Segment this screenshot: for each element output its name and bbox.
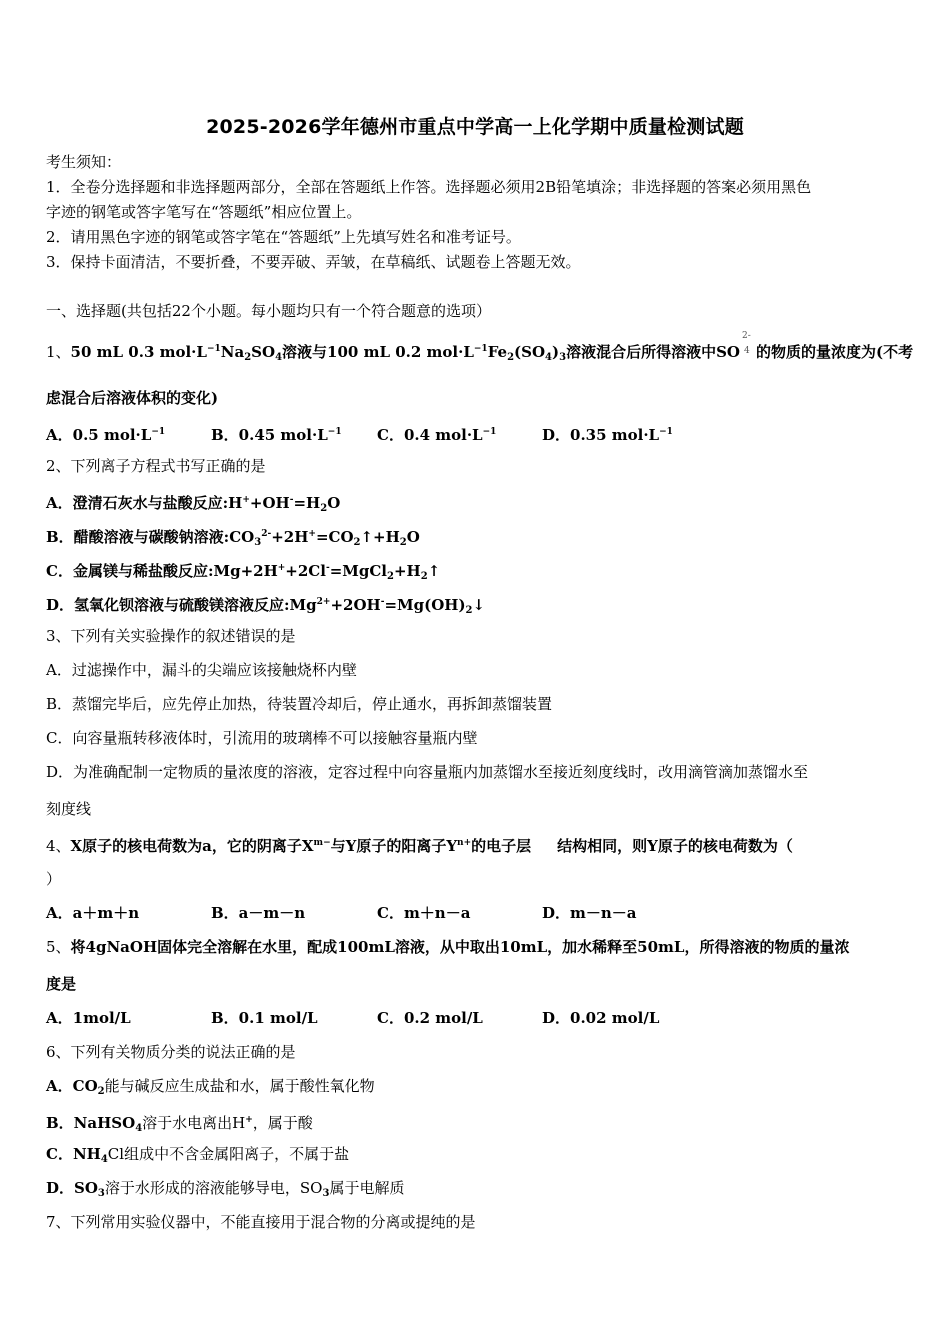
notice-item-2: 2．请用黑色字迹的钢笔或答字笔在“答题纸”上先填写姓名和准考证号。 [46, 228, 521, 246]
q2-option-a[interactable]: A．澄清石灰水与盐酸反应$:H^++OH^-=H_2O$ [46, 494, 341, 514]
q6-option-c[interactable]: C．$NH_4Cl$组成中不含金属阳离子，不属于盐 [46, 1145, 350, 1165]
question-number: 1、 [46, 343, 71, 361]
q3-option-d[interactable]: D．为准确配制一定物质的量浓度的溶液，定容过程中向容量瓶内加蒸馏水至接近刻度线时，改用滴管滴加蒸馏水至 [46, 763, 809, 781]
question-4-stem: 4、X原子的核电荷数为a，它的阴离子$X^{m-}$与Y原子的阳离子$Y^{n+}$的电子层 结构相同，则Y原子的核电荷数为（ [46, 837, 793, 855]
question-2-stem: 2、下列离子方程式书写正确的是 [46, 457, 266, 475]
q5-option-d[interactable]: D．0.02 mol/L [542, 1009, 660, 1027]
q3-option-d-cont: 刻度线 [46, 800, 92, 818]
question-5-stem-cont: 度是 [46, 975, 77, 993]
q4-option-a[interactable]: A．a＋m＋n [46, 904, 140, 922]
question-7-stem: 7、下列常用实验仪器中，不能直接用于混合物的分离或提纯的是 [46, 1213, 476, 1231]
section-heading: 一、选择题(共包括22个小题。每小题均只有一个符合题意的选项） [46, 302, 491, 320]
q1-option-c[interactable]: C．0.4 $mol\cdot L^{-1}$ [377, 426, 497, 444]
sulfate-charge-marker: 2- 4 [742, 331, 751, 356]
q3-option-b[interactable]: B．蒸馏完毕后，应先停止加热，待装置冷却后，停止通水，再拆卸蒸馏装置 [46, 695, 553, 713]
notice-heading: 考生须知： [46, 153, 122, 171]
question-1-stem: 1、50 mL 0.3 $mol\cdot L^{-1}Na_2SO_4$溶液与100 mL 0.2 $mol\cdot L^{-1}Fe_2(SO_4)_3$溶液混合后所得溶液中SO 2- 4 的物质的量浓度为(不考 [46, 331, 914, 363]
q1-option-b[interactable]: B．0.45 $mol\cdot L^{-1}$ [211, 426, 342, 444]
page-title: 2025-2026学年德州市重点中学高一上化学期中质量检测试题 [206, 116, 744, 138]
q5-option-b[interactable]: B．0.1 mol/L [211, 1009, 318, 1027]
notice-item-3: 3．保持卡面清洁，不要折叠，不要弄破、弄皱，在草稿纸、试题卷上答题无效。 [46, 253, 581, 271]
q6-option-d[interactable]: D．$SO_3$溶于水形成的溶液能够导电，$SO_3$属于电解质 [46, 1179, 405, 1199]
q3-option-a[interactable]: A．过滤操作中，漏斗的尖端应该接触烧杯内壁 [46, 661, 357, 679]
q2-option-b[interactable]: B．醋酸溶液与碳酸钠溶液$:CO_3^{2-}+2H^+=CO_2↑+H_2O$ [46, 528, 420, 548]
q4-option-b[interactable]: B．a－m－n [211, 904, 306, 922]
q1-option-d[interactable]: D．0.35 $mol\cdot L^{-1}$ [542, 426, 673, 444]
q2-option-c[interactable]: C．金属镁与稀盐酸反应$:Mg+2H^++2Cl^-=MgCl_2+H_2↑$ [46, 562, 441, 582]
question-6-stem: 6、下列有关物质分类的说法正确的是 [46, 1043, 296, 1061]
notice-item-1: 1．全卷分选择题和非选择题两部分，全部在答题纸上作答。选择题必须用2B铅笔填涂；非选择题的答案必须用黑色 [46, 178, 812, 196]
q6-option-b[interactable]: B．NaHSO$_4$溶于水电离出H+，属于酸 [46, 1114, 313, 1134]
q2-option-d[interactable]: D．氢氧化钡溶液与硫酸镁溶液反应$:Mg^{2+}+2OH^-=Mg(OH)_2↓$ [46, 596, 486, 616]
q1-text: 50 mL 0.3 $mol\cdot L^{-1}Na_2SO_4$溶液与100 mL 0.2 $mol\cdot L^{-1}Fe_2(SO_4)_3$溶液混合后所得溶液中SO [70, 343, 740, 363]
question-3-stem: 3、下列有关实验操作的叙述错误的是 [46, 627, 296, 645]
question-1-stem-cont: 虑混合后溶液体积的变化) [46, 389, 219, 407]
notice-item-1-cont: 字迹的钢笔或答字笔写在“答题纸”相应位置上。 [46, 203, 362, 221]
q6-option-a[interactable]: A．$CO_2$能与碱反应生成盐和水，属于酸性氧化物 [46, 1077, 375, 1097]
q3-option-c[interactable]: C．向容量瓶转移液体时，引流用的玻璃棒不可以接触容量瓶内壁 [46, 729, 478, 747]
q4-option-c[interactable]: C．m＋n－a [377, 904, 471, 922]
question-5-stem: 5、将4gNaOH固体完全溶解在水里，配成100mL溶液，从中取出10mL，加水稀释至50mL，所得溶液的物质的量浓 [46, 938, 850, 956]
q4-option-d[interactable]: D．m－n－a [542, 904, 637, 922]
q5-option-a[interactable]: A．1mol/L [46, 1009, 131, 1027]
question-4-stem-cont: ） [46, 870, 62, 888]
q5-option-c[interactable]: C．0.2 mol/L [377, 1009, 483, 1027]
q1-option-a[interactable]: A．0.5 $mol\cdot L^{-1}$ [46, 426, 166, 444]
